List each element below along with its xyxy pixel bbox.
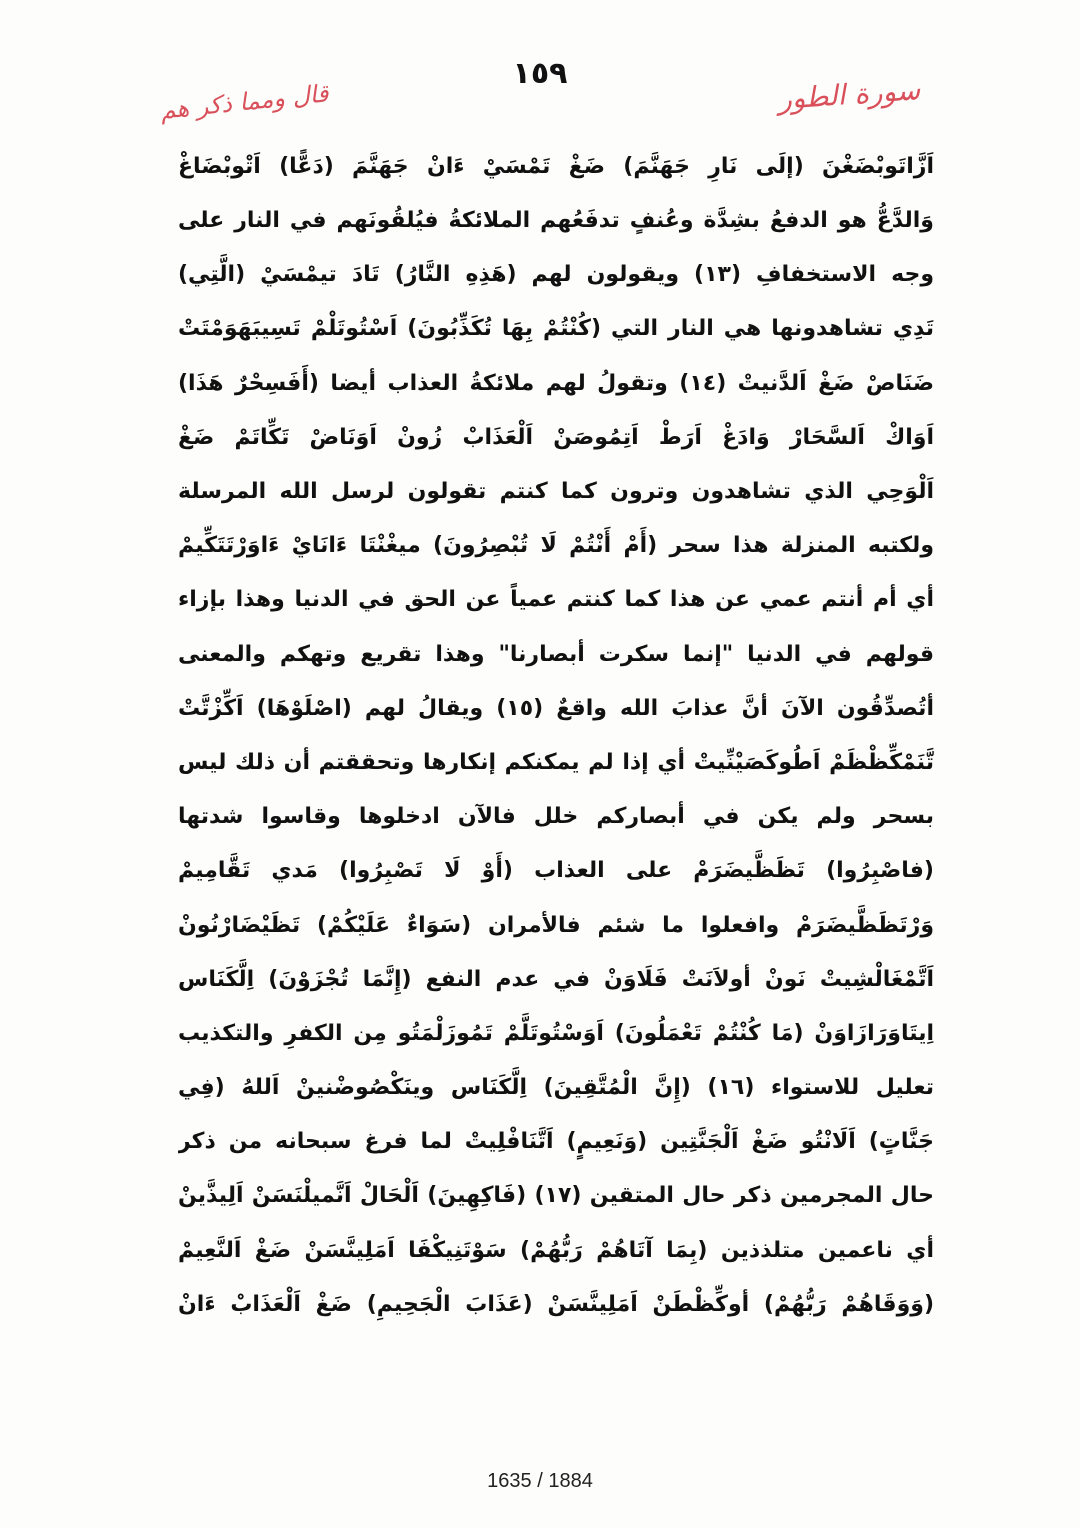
text-line-9: أي أم أنتم عمي عن هذا كما كنتم عمياً عن الحق في الدنيا وهذا بإزاء xyxy=(178,587,934,613)
page-counter: 1635 / 1884 xyxy=(487,1470,593,1492)
text-line-15: وَرْتَظَظَّيضَرَمْ وافعلوا ما شئم فالأمران (سَوَاءٌ عَلَيْكُمْ) تَظَيْضَارْنُونْ xyxy=(178,912,934,938)
text-line-7: اَلْوَحِي الذي تشاهدون وترون كما كنتم تقولون لرسل الله المرسلة xyxy=(178,479,934,505)
text-line-20: حال المجرمين ذكر حال المتقين (١٧) (فَاكِهِينَ) اَلْحَالْ اَنَّميلْنَسَنْ اَلِيذَّينْ xyxy=(178,1183,934,1209)
handwritten-margin-note: قال ومما ذكر هم xyxy=(158,79,330,125)
text-line-14: (فاصْبِرُوا) تَظَظَّيضَرَمْ على العذاب (أَوْ لَا تَصْبِرُوا) مَدي تَقَّامِيمْ xyxy=(178,858,934,884)
text-line-8: ولكتبه المنزلة هذا سحر (أَمْ أَنْتُمْ لَا تُبْصِرُونَ) ميغْنْتَا ءَانَايْ ءَاوَرْتَتَكِّيمْ xyxy=(178,533,934,559)
text-line-3: وجه الاستخفافِ (١٣) ويقولون لهم (هَذِهِ النَّارُ) تَادَ تيمْسَيْ (الَّتِي) xyxy=(178,262,934,288)
text-line-1: اَزَّاتَوبْضَغْنَ (إلَى نَارِ جَهَنَّمَ) ضَغْ تَمْسَيْ ءَانْ جَهَنَّمَ (دَعًّا) اَتْوبْضَاغْ xyxy=(178,153,934,179)
text-line-11: أتُصدِّقُون الآنَ أنَّ عذابَ الله واقعٌ (١٥) ويقالُ لهم (اصْلَوْهَا) اَكِّزْتَّتْ xyxy=(178,695,934,721)
tafsir-body-text xyxy=(178,140,934,1332)
text-line-17: اِيتَاوَرَازَاوَنْ (مَا كُنْتُمْ تَعْمَلُونَ) اَوَسْتُوتَلَّمْ تَمُوزَلْمَتُو مِن الكفرِ والتكذيب xyxy=(178,1020,934,1046)
text-line-22: (وَوَقَاهُمْ رَبُّهُمْ) أوكِّظْطَنْ اَمَلِينَّسَنْ (عَذَابَ الْجَحِيمِ) ضَغْ اَلْعَذَابْ ءَانْ xyxy=(178,1291,934,1317)
text-line-5: ضَنَاصْ ضَغْ اَلدَّنيتْ (١٤) وتقولُ لهم ملائكةُ العذاب أيضا (أَفَسِحْرٌ هَذَا) xyxy=(178,370,934,396)
text-line-18: تعليل للاستواء (١٦) (إِنَّ الْمُتَّقِينَ) اِلَّكَنَاس وينَكْصُوضْنينْ اَللهُ (فِي xyxy=(178,1075,934,1101)
page-number: ١٥٩ xyxy=(512,56,568,91)
text-line-16: اَتَّمْغَالْشِيتْ نَونْ أولاَنَتْ فَلَاوَنْ في عدم النفع (إِنَّمَا تُجْزَوْنَ) اِلَّكَنَاس xyxy=(178,966,934,992)
text-line-21: أي ناعمين متلذذين (بِمَا آتَاهُمْ رَبُّهُمْ) سَوْتَنِيكْفَا اَمَلِينَّسَنْ ضَغْ اَلنَّعِيمْ xyxy=(178,1237,934,1263)
text-line-10: قولهم في الدنيا "إنما سكرت أبصارنا" وهذا تقريع وتهكم والمعنى xyxy=(178,641,934,667)
handwritten-surah-note: سورة الطور xyxy=(776,73,921,116)
text-line-13: بسحر ولم يكن في أبصاركم خلل فالآن ادخلوها وقاسوا شدتها xyxy=(178,804,934,830)
text-line-2: وَالدَّعُّ هو الدفعُ بشِدَّة وعُنفٍ تدفَعُهم الملائكةُ فيُلقُونَهم في النار على xyxy=(178,208,934,234)
text-line-4: تَدِي تشاهدونها هي النار التي (كُنْتُمْ بِهَا تُكَذِّبُونَ) اَسْتُوتَلْمْ تَسِيبَهَوَمْتَتْ xyxy=(178,316,934,342)
text-line-6: اَوَاكْ اَلسَّحَارْ وَادَغْ اَرَطْ اَتِمُوصَنْ اَلْعَذَابْ زُونْ اَوَنَاضْ تَكِّاتَمْ ضَغْ xyxy=(178,424,934,450)
text-line-19: جَنَّاتٍ) اَلَانْتُو ضَغْ اَلْجَنَّتِين (وَنَعِيمٍ) اَتَّنَافْلِيتْ لما فرغ سبحانه من ذكر xyxy=(178,1129,934,1155)
text-line-12: تَّنَمْكِّظْظَمْ اَطُوكَصَيْنِّيتْ أي إذا لم يمكنكم إنكارها وتحققتم أن ذلك ليس xyxy=(178,749,934,775)
